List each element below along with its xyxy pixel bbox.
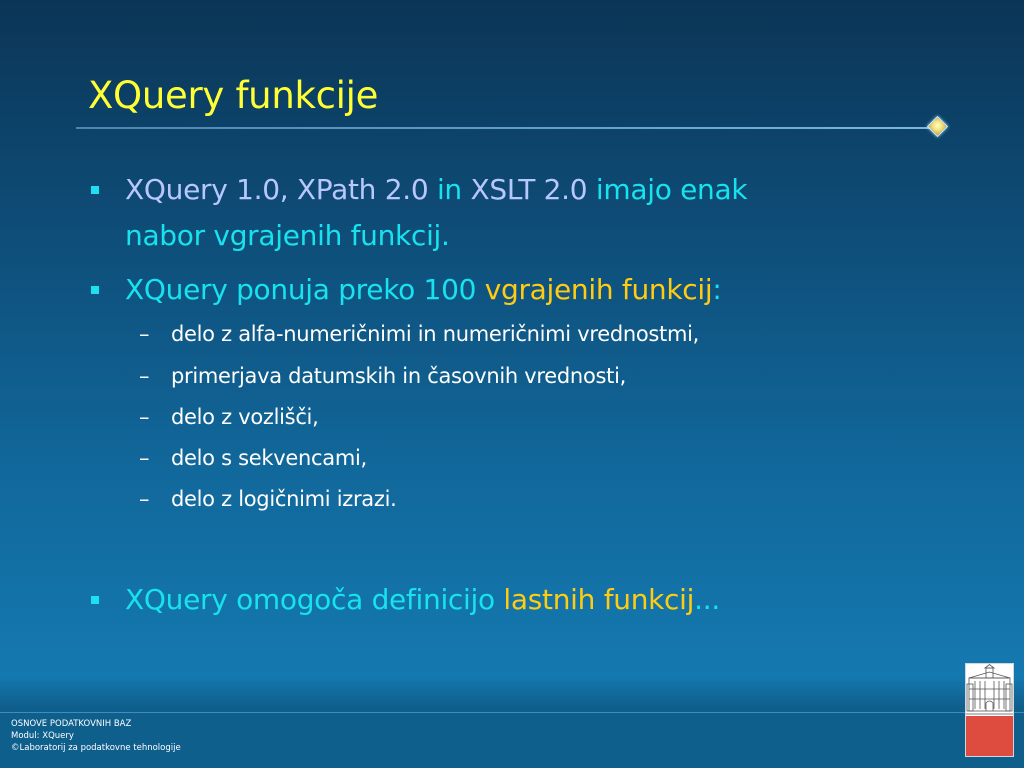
square-bullet-icon [91,596,99,604]
bullet-1-line-2: nabor vgrajenih funkcij. [125,219,450,252]
dash-icon: – [139,364,150,388]
bullet-1-text-xslt: XSLT 2.0 [470,173,596,206]
bullet-1-text-imajo: imajo enak [595,173,748,206]
dash-icon: – [139,446,150,470]
bullet-3-line-1 [125,580,720,620]
title-divider [76,127,938,129]
logo-red-band [966,716,1013,756]
dash-icon: – [139,405,150,429]
footer [11,718,181,754]
bullet-1-text-versions: XQuery 1.0, XPath 2.0 [125,173,437,206]
square-bullet-icon [91,186,99,194]
subitem-5-text: delo z logičnimi izrazi. [171,487,397,511]
subitem-3-text: delo z vozlišči, [171,405,319,429]
bullet-3-text-ellipsis: ... [694,583,720,616]
diamond-icon [927,116,948,137]
bullet-2-text-ponuja: XQuery ponuja preko 100 [125,273,485,306]
dash-icon: – [139,322,150,346]
bullet-2-line-1 [125,270,721,310]
dash-icon: – [139,487,150,511]
bullet-2-text-colon: : [712,273,722,306]
bullet-3-text-omogoca: XQuery omogoča definicijo [125,583,504,616]
subitem-1-text: delo z alfa-numeričnimi in numeričnimi vrednostmi, [171,322,700,346]
subitem-2-text: primerjava datumskih in časovnih vrednosti, [171,364,626,388]
footer-course: OSNOVE PODATKOVNIH BAZ [11,719,132,729]
footer-divider [0,712,1024,713]
subitem-4-text: delo s sekvencami, [171,446,367,470]
university-building-logo [965,663,1014,757]
bullet-1-text-in: in [436,173,471,206]
building-icon [966,664,1013,718]
footer-copyright: ©Laboratorij za podatkovne tehnologije [11,743,181,753]
bullet-1-line-1 [125,170,747,210]
square-bullet-icon [91,286,99,294]
footer-module: Modul: XQuery [11,731,74,741]
bullet-2-text-vgrajenih: vgrajenih funkcij [484,273,713,306]
slide-title: XQuery funkcije [88,74,379,117]
bullet-3-text-lastnih: lastnih funkcij [503,583,695,616]
